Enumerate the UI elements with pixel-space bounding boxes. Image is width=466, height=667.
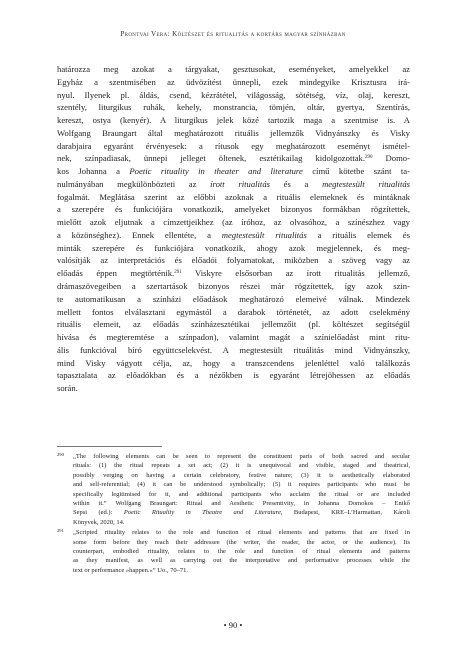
text-line xyxy=(57,229,410,242)
text-segment: a közönséghez). Ennek ellentéte, a xyxy=(57,229,222,240)
book-title: Poetic Rituality in Theatre and Literature xyxy=(123,509,281,517)
footnote-line: counterpart, embodied rituality, relates to the role and function of ritual elements and patterns xyxy=(73,547,410,555)
text-line: szentély, liturgikus ruhák, kehely, monstrancia, tömjén, oltár, gyertya, Szentírás, xyxy=(57,102,410,113)
text-line: mielőtt azok eljutnak a címzettjeikhez (az íróhoz, az olvasóhoz, a színészhez vagy xyxy=(57,217,410,228)
main-text xyxy=(57,63,410,395)
text-segment: nulmányában megkülönbözteti az xyxy=(57,178,211,189)
text-line: ális funkcióval bíró együttcselekvést. A megtestesült rituálitás mind Vidnyánszky, xyxy=(57,344,410,355)
text-segment: Sepsi (ed.): xyxy=(73,509,124,517)
book-title: Poetic rituality in theater and literature xyxy=(129,166,303,177)
text-line: minták szerepére és funkciójára vonatkozik, ahogy azok megjelennek, és meg- xyxy=(57,242,410,253)
text-line: rituális elemeit, az előadás színházesztétikai jellemzőit (pl. költészet segítségül xyxy=(57,319,410,330)
footnote-line: possibly verging on having a certain celebratory, festive nature; (3) it is aesthetically elaborated xyxy=(73,471,410,479)
text-segment: , Budapest, KRE–L’Harmattan, Károli xyxy=(280,509,410,517)
text-line: drámaszövegeiben a szertartások bizonyos részei már rögzítettek, így azok szin- xyxy=(57,281,410,292)
text-segment: előadás éppen megtörténik. xyxy=(57,268,175,279)
footnote-separator xyxy=(57,446,162,447)
footnotes xyxy=(57,452,410,575)
text-line: kereszt, ostya (kenyér). A liturgikus jelek közé tartozik maga a szentmise is. A xyxy=(57,115,410,126)
footnote-290 xyxy=(57,452,410,527)
footnote-ref-290[interactable]: 290 xyxy=(365,155,373,161)
text-segment: a rituális elemek és xyxy=(306,229,410,240)
text-segment: kos Johanna a xyxy=(57,166,130,177)
footnote-line xyxy=(73,508,410,517)
text-segment: Viskyre elsősorban az írott ritualitás jellemző, xyxy=(181,268,410,279)
page-number: • 90 • xyxy=(223,620,243,630)
text-segment: és a xyxy=(270,178,323,189)
text-line: a szerepére és funkciójára vonatkozik, amelyeket bizonyos formákban rögzítettek, xyxy=(57,204,410,215)
footnote-line: and self-referential; (4) it can be understood symbolically; (5) it requires participants who must be xyxy=(73,481,410,489)
text-line: Egyház a szentmisében az üdvözítést ünnepli, ezek mindegyike Krisztusra irá- xyxy=(57,76,410,87)
text-segment: című kötetbe szánt ta- xyxy=(302,166,410,177)
text-segment: Domo- xyxy=(372,153,410,164)
text-line: nyul. Ilyenek pl. áldás, csend, kézrátétel, világosság, sötétség, víz, olaj, kereszt, xyxy=(57,89,410,100)
text-line: fogalmát. Meglátása szerint az előbbi azoknak a rituális elemeknek és mintáknak xyxy=(57,191,410,202)
text-line: határozza meg azokat a tárgyakat, gesztusokat, eseményeket, amelyekkel az xyxy=(57,64,410,74)
footnote-number: 290 xyxy=(57,452,64,457)
term-embodied: megtestesült ritualitás xyxy=(221,229,307,240)
text-line: darabjaira egyaránt érvényesek: a rítusok egy meghatározott eseményt ismétel- xyxy=(57,140,410,151)
text-line xyxy=(57,165,410,178)
text-line: te automatikusan a színházi előadások meghatározó elemeivé válnak. Mindezek xyxy=(57,293,410,304)
footnote-line: some form before they reach their addressee (the writer, the reader, the actor, or the audience). Its xyxy=(73,538,410,546)
term-embodied: megtestesült ritualitás xyxy=(322,178,410,189)
text-line: Wolfgang Braungart által meghatározott rituális jellemzők Vidnyánszky és Visky xyxy=(57,127,410,138)
text-line: mind Visky vágyott célja, az, hogy a transzcendens jelenléttel való találkozás xyxy=(57,357,410,368)
text-segment: nek, színpadiasak, ünnepi jelleget öltenek, esztétikailag kidolgozottak. xyxy=(57,153,366,164)
footnote-number: 291 xyxy=(57,528,64,534)
footnote-line: as they manifest, as well as carrying out the interpretative and performative processes while the xyxy=(73,557,410,565)
text-line: mellett fontos elválasztani egymástól a darabok történetét, az adott cselekmény xyxy=(57,306,410,317)
text-line: során. xyxy=(57,383,78,394)
footnote-line: within it.” Wolfgang Braungart: Ritual and Aesthetic Presentivity, in Johanna Domokos – Enikő xyxy=(73,499,410,507)
text-line: tapasztalata az előadókban és a nézőkben is egyaránt létrejöhessen az előadás xyxy=(57,370,410,381)
footnote-291 xyxy=(57,528,410,575)
term-scripted: írott ritualitás xyxy=(210,178,270,189)
footnote-ref-291[interactable]: 291 xyxy=(174,270,182,276)
footnote-line: „The following elements can be seen to represent the constituent parts of both sacred and secular xyxy=(73,453,410,460)
text-line xyxy=(57,152,410,165)
footnote-line: „Scripted rituality relates to the role and function of ritual elements and patterns that are fixed in xyxy=(73,529,410,537)
running-head: Prontvai Vera: Költészet és ritualitás a kortárs magyar színházban xyxy=(120,30,346,38)
footnote-line: Könyvek, 2020, 14. xyxy=(73,518,125,526)
footnote-line: rituals: (1) the ritual repeats a set act; (2) it is unequivocal and visible, staged and theatrical, xyxy=(73,462,410,470)
text-line: hívása és megteremtése a színpadon), valamint magát a színielőadást mint ritu- xyxy=(57,332,410,343)
text-line: valósítják az interpretációs és előadói folyamatokat, miközben a szöveg vagy az xyxy=(57,255,410,266)
footnote-line: text or performance »happen.«” Uo., 70–71. xyxy=(73,566,188,574)
text-line xyxy=(57,178,410,191)
footnote-line: specifically legitimised for it, and additional participants who acclaim the ritual or are included xyxy=(73,490,410,498)
text-line xyxy=(57,267,410,280)
